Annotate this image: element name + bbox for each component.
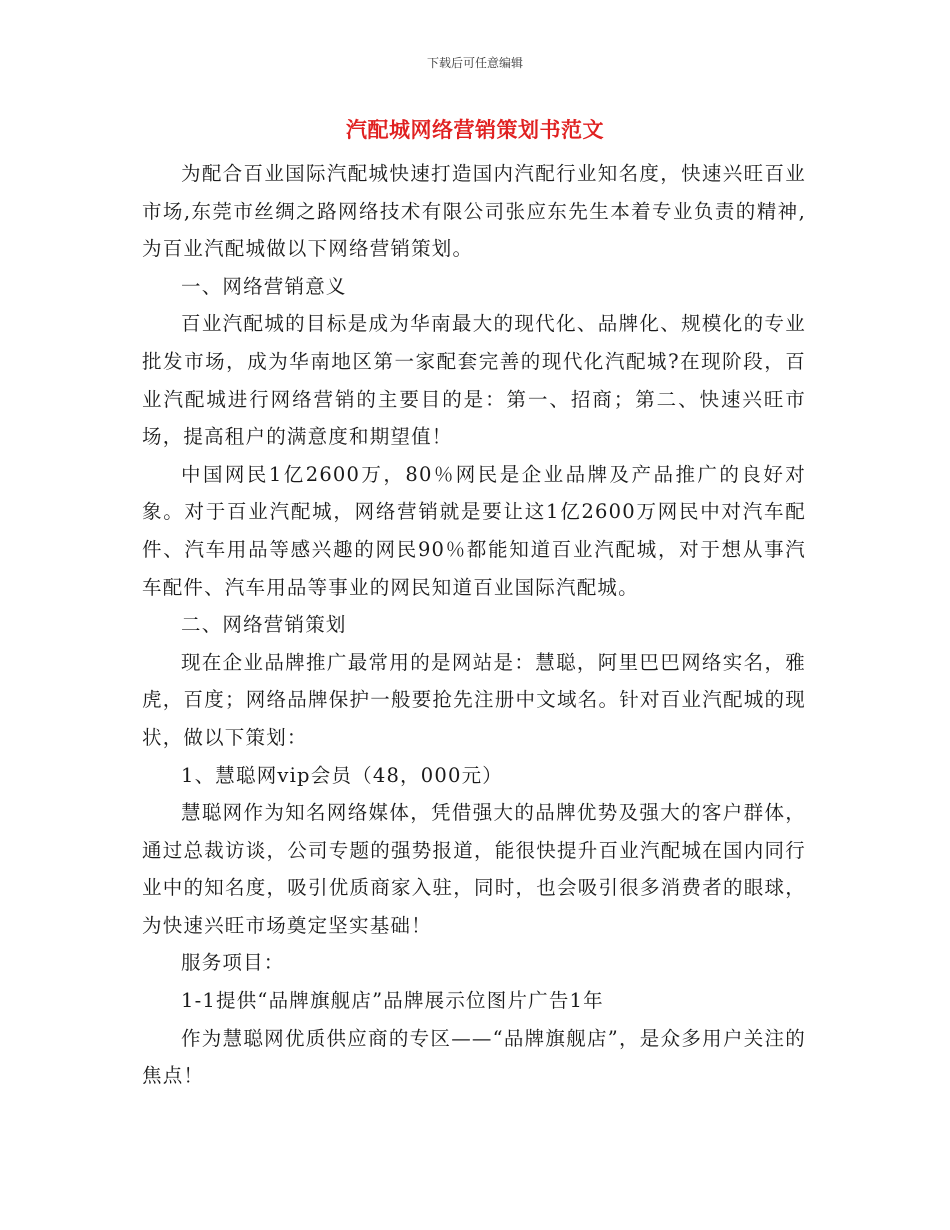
item-heading-1: 1、慧聪网vip会员（48，000元） bbox=[181, 763, 503, 787]
service-items-label: 服务项目： bbox=[181, 951, 285, 975]
paragraph-netizens: 中国网民1亿2600万，80％网民是企业品牌及产品推广的良好对象。对于百业汽配城，网络营销就是要让这1亿2600万网民中对汽车配件、汽车用品等感兴趣的网民90％都能知道百业汽配城，对于想从事汽车配件、汽车用品等事业的网民知道百业国际汽配城。 bbox=[142, 462, 806, 599]
paragraph-promotion: 现在企业品牌推广最常用的是网站是：慧聪，阿里巴巴网络实名，雅虎，百度；网络品牌保护一般要抢先注册中文域名。针对百业汽配城的现状，做以下策划： bbox=[142, 650, 806, 749]
document-title: 汽配城网络营销策划书范文 bbox=[346, 118, 604, 142]
paragraph-flagship: 作为慧聪网优质供应商的专区——“品牌旗舰店”，是众多用户关注的焦点！ bbox=[142, 1026, 806, 1088]
section-heading-1: 一、网络营销意义 bbox=[181, 274, 347, 298]
document-body bbox=[142, 155, 806, 1095]
section-heading-2: 二、网络营销策划 bbox=[181, 613, 347, 637]
service-item-1-1: 1-1提供“品牌旗舰店”品牌展示位图片广告1年 bbox=[181, 989, 604, 1013]
paragraph-huicong: 慧聪网作为知名网络媒体，凭借强大的品牌优势及强大的客户群体，通过总裁访谈，公司专题的强势报道，能很快提升百业汽配城在国内同行业中的知名度，吸引优质商家入驻，同时，也会吸引很多消费者的眼球，为快速兴旺市场奠定坚实基础！ bbox=[142, 801, 806, 937]
paragraph-intro: 为配合百业国际汽配城快速打造国内汽配行业知名度，快速兴旺百业市场,东莞市丝绸之路网络技术有限公司张应东先生本着专业负责的精神,为百业汽配城做以下网络营销策划。 bbox=[142, 162, 806, 261]
header-note: 下载后可任意编辑 bbox=[426, 56, 523, 70]
paragraph-goal: 百业汽配城的目标是成为华南最大的现代化、品牌化、规模化的专业批发市场，成为华南地区第一家配套完善的现代化汽配城?在现阶段，百业汽配城进行网络营销的主要目的是：第一、招商；第二、快速兴旺市场，提高租户的满意度和期望值！ bbox=[142, 312, 806, 449]
